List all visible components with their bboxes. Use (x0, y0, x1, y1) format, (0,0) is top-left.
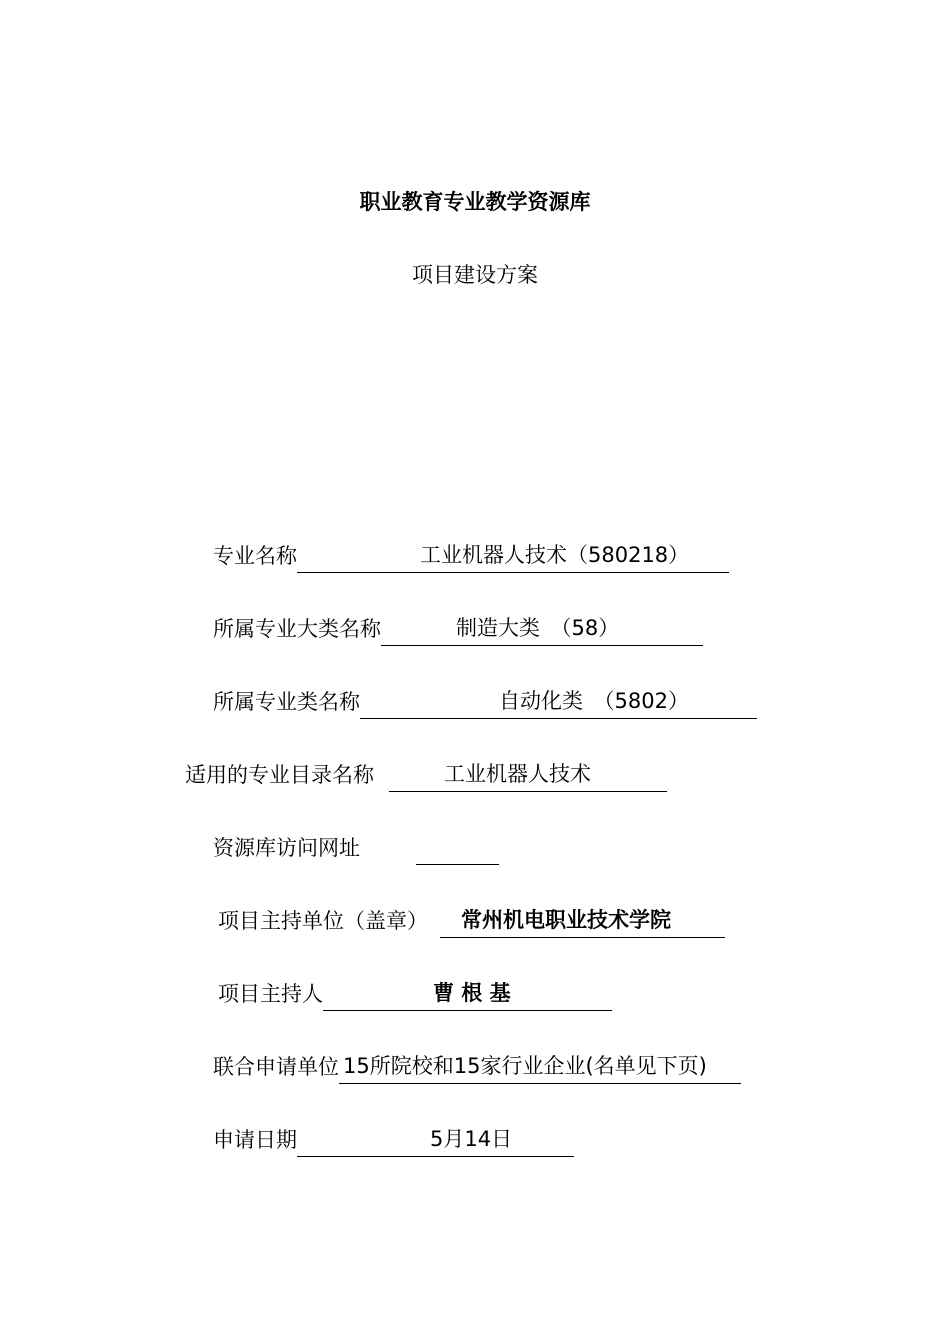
field-value: 5月14日 (430, 1127, 513, 1151)
field-value: 曹 根 基 (433, 981, 511, 1005)
field-major-class (213, 687, 757, 719)
field-blank (297, 1125, 574, 1157)
field-value: 制造大类 （58） (456, 616, 620, 640)
field-major-name (213, 541, 729, 573)
field-label: 专业名称 (213, 544, 297, 568)
field-blank (381, 614, 703, 646)
field-label: 联合申请单位 (213, 1055, 339, 1079)
field-catalog-name (185, 760, 667, 792)
field-value: 工业机器人技术（580218） (420, 543, 690, 567)
field-label: 项目主持人 (218, 982, 323, 1006)
field-application-date (213, 1125, 574, 1157)
field-host-unit (218, 906, 725, 938)
field-label: 申请日期 (213, 1128, 297, 1152)
field-major-category (213, 614, 703, 646)
field-host-person (218, 979, 612, 1011)
field-label: 项目主持单位（盖章） (218, 909, 428, 933)
document-subtitle: 项目建设方案 (412, 263, 538, 287)
field-label: 所属专业大类名称 (213, 617, 381, 641)
field-label: 适用的专业目录名称 (185, 763, 374, 787)
field-value: 常州机电职业技术学院 (461, 908, 671, 932)
field-value: 工业机器人技术 (444, 762, 591, 786)
field-website (213, 833, 499, 865)
document-title: 职业教育专业教学资源库 (359, 190, 591, 214)
field-blank (389, 760, 667, 792)
field-value: 15所院校和15家行业企业(名单见下页) (343, 1054, 707, 1078)
field-blank (440, 906, 725, 938)
field-blank (297, 541, 729, 573)
field-label: 所属专业类名称 (213, 690, 360, 714)
field-blank (360, 687, 757, 719)
field-joint-applicants (213, 1052, 741, 1084)
field-blank (323, 979, 612, 1011)
field-blank (416, 833, 499, 865)
field-label: 资源库访问网址 (213, 836, 360, 860)
field-value: 自动化类 （5802） (499, 689, 689, 713)
field-blank (339, 1052, 741, 1084)
